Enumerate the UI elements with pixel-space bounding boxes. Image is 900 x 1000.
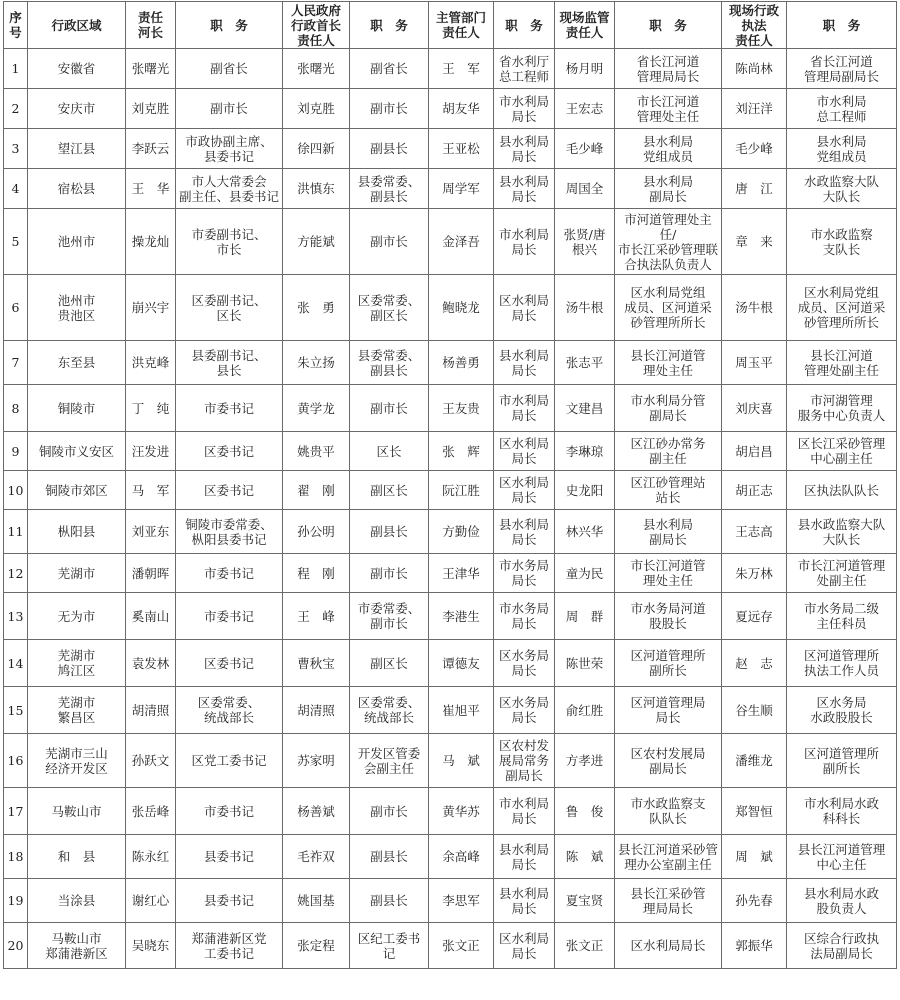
cell-index: 9 <box>4 432 28 471</box>
cell-government-head-position: 区纪工委书 记 <box>350 923 429 969</box>
cell-site-supervisor-position: 区河道管理所 副所长 <box>615 640 722 687</box>
header-government-head: 人民政府 行政首长 责任人 <box>283 2 350 49</box>
cell-law-enforcement-position: 县水利局 党组成员 <box>787 129 897 169</box>
cell-law-enforcement: 夏远存 <box>722 593 787 640</box>
table-row <box>4 879 897 923</box>
cell-department-head-position: 县水利局 局长 <box>494 169 555 209</box>
cell-region: 东至县 <box>28 341 126 385</box>
cell-site-supervisor-position: 区水利局党组 成员、区河道采 砂管理所所长 <box>615 275 722 341</box>
cell-index: 17 <box>4 788 28 835</box>
cell-government-head-position: 市委常委、 副市长 <box>350 593 429 640</box>
cell-region: 安徽省 <box>28 49 126 89</box>
cell-site-supervisor: 张贤/唐 根兴 <box>555 209 615 275</box>
cell-government-head-position: 副县长 <box>350 510 429 554</box>
cell-government-head: 胡清照 <box>283 687 350 734</box>
cell-government-head-position: 副市长 <box>350 89 429 129</box>
cell-index: 3 <box>4 129 28 169</box>
cell-law-enforcement: 胡正志 <box>722 471 787 510</box>
cell-site-supervisor-position: 省长江河道 管理局局长 <box>615 49 722 89</box>
cell-law-enforcement: 郭振华 <box>722 923 787 969</box>
cell-law-enforcement-position: 市水利局 总工程师 <box>787 89 897 129</box>
cell-index: 10 <box>4 471 28 510</box>
cell-region: 芜湖市 鸠江区 <box>28 640 126 687</box>
cell-department-head-position: 区农村发 展局常务 副局长 <box>494 734 555 788</box>
cell-department-head: 胡友华 <box>429 89 494 129</box>
cell-site-supervisor: 王宏志 <box>555 89 615 129</box>
cell-government-head: 姚国基 <box>283 879 350 923</box>
cell-region: 芜湖市三山 经济开发区 <box>28 734 126 788</box>
cell-law-enforcement-position: 省长江河道 管理局副局长 <box>787 49 897 89</box>
cell-river-chief-position: 市委书记 <box>176 554 283 593</box>
cell-department-head-position: 省水利厅 总工程师 <box>494 49 555 89</box>
cell-law-enforcement-position: 市长江河道管理 处副主任 <box>787 554 897 593</box>
cell-index: 1 <box>4 49 28 89</box>
cell-region: 当涂县 <box>28 879 126 923</box>
cell-government-head: 刘克胜 <box>283 89 350 129</box>
cell-government-head: 徐四新 <box>283 129 350 169</box>
table-row <box>4 593 897 640</box>
cell-department-head: 王亚松 <box>429 129 494 169</box>
cell-site-supervisor-position: 市水务局河道 股股长 <box>615 593 722 640</box>
cell-government-head: 黄学龙 <box>283 385 350 432</box>
cell-government-head-position: 开发区管委 会副主任 <box>350 734 429 788</box>
cell-site-supervisor: 童为民 <box>555 554 615 593</box>
cell-river-chief: 吴晓东 <box>126 923 176 969</box>
cell-law-enforcement: 周玉平 <box>722 341 787 385</box>
cell-department-head-position: 区水利局 局长 <box>494 471 555 510</box>
cell-site-supervisor: 陈世荣 <box>555 640 615 687</box>
cell-government-head-position: 副区长 <box>350 640 429 687</box>
cell-department-head: 周学军 <box>429 169 494 209</box>
cell-index: 6 <box>4 275 28 341</box>
cell-river-chief-position: 市委书记 <box>176 385 283 432</box>
cell-index: 18 <box>4 835 28 879</box>
cell-region: 安庆市 <box>28 89 126 129</box>
cell-government-head-position: 副区长 <box>350 471 429 510</box>
cell-government-head: 张曙光 <box>283 49 350 89</box>
cell-department-head: 余高峰 <box>429 835 494 879</box>
cell-government-head-position: 副市长 <box>350 788 429 835</box>
cell-law-enforcement-position: 区河道管理所 执法工作人员 <box>787 640 897 687</box>
table-row <box>4 471 897 510</box>
cell-department-head: 崔旭平 <box>429 687 494 734</box>
cell-government-head: 王 峰 <box>283 593 350 640</box>
cell-law-enforcement: 孙先春 <box>722 879 787 923</box>
cell-index: 11 <box>4 510 28 554</box>
cell-site-supervisor-position: 县水利局 副局长 <box>615 510 722 554</box>
cell-site-supervisor: 夏宝贤 <box>555 879 615 923</box>
header-site-supervisor: 现场监管 责任人 <box>555 2 615 49</box>
cell-law-enforcement-position: 县长江河道 管理处副主任 <box>787 341 897 385</box>
cell-department-head: 王 军 <box>429 49 494 89</box>
cell-site-supervisor: 毛少峰 <box>555 129 615 169</box>
cell-law-enforcement: 赵 志 <box>722 640 787 687</box>
cell-river-chief-position: 区委副书记、 区长 <box>176 275 283 341</box>
table-row <box>4 510 897 554</box>
cell-region: 望江县 <box>28 129 126 169</box>
cell-river-chief-position: 副省长 <box>176 49 283 89</box>
responsibility-table <box>3 1 897 969</box>
cell-river-chief: 孙跃文 <box>126 734 176 788</box>
cell-department-head-position: 区水利局 局长 <box>494 275 555 341</box>
cell-department-head-position: 县水利局 局长 <box>494 510 555 554</box>
cell-region: 马鞍山市 郑蒲港新区 <box>28 923 126 969</box>
cell-department-head-position: 市水利局 局长 <box>494 209 555 275</box>
cell-government-head-position: 区委常委、 副区长 <box>350 275 429 341</box>
cell-law-enforcement-position: 市水利局水政 科科长 <box>787 788 897 835</box>
cell-government-head: 姚贵平 <box>283 432 350 471</box>
cell-department-head: 王友贵 <box>429 385 494 432</box>
cell-river-chief: 张曙光 <box>126 49 176 89</box>
cell-river-chief-position: 市委书记 <box>176 788 283 835</box>
cell-department-head: 方勤俭 <box>429 510 494 554</box>
cell-government-head-position: 副市长 <box>350 209 429 275</box>
cell-government-head-position: 县委常委、 副县长 <box>350 341 429 385</box>
cell-law-enforcement: 朱万林 <box>722 554 787 593</box>
table-row <box>4 385 897 432</box>
cell-site-supervisor: 鲁 俊 <box>555 788 615 835</box>
header-index: 序 号 <box>4 2 28 49</box>
cell-river-chief: 刘亚东 <box>126 510 176 554</box>
cell-law-enforcement-position: 区河道管理所 副所长 <box>787 734 897 788</box>
cell-department-head-position: 市水务局 局长 <box>494 554 555 593</box>
cell-site-supervisor-position: 县长江河道管 理处主任 <box>615 341 722 385</box>
cell-region: 芜湖市 <box>28 554 126 593</box>
cell-law-enforcement-position: 水政监察大队 大队长 <box>787 169 897 209</box>
cell-government-head: 张定程 <box>283 923 350 969</box>
cell-river-chief-position: 铜陵市委常委、 枞阳县委书记 <box>176 510 283 554</box>
cell-index: 12 <box>4 554 28 593</box>
cell-government-head: 张 勇 <box>283 275 350 341</box>
cell-region: 芜湖市 繁昌区 <box>28 687 126 734</box>
cell-index: 5 <box>4 209 28 275</box>
cell-region: 池州市 <box>28 209 126 275</box>
cell-river-chief: 丁 纯 <box>126 385 176 432</box>
table-row <box>4 129 897 169</box>
cell-site-supervisor: 周国全 <box>555 169 615 209</box>
header-government-head-position: 职 务 <box>350 2 429 49</box>
cell-region: 铜陵市义安区 <box>28 432 126 471</box>
cell-department-head-position: 县水利局 局长 <box>494 341 555 385</box>
cell-site-supervisor: 张文正 <box>555 923 615 969</box>
cell-river-chief: 陈永红 <box>126 835 176 879</box>
cell-site-supervisor-position: 市水利局分管 副局长 <box>615 385 722 432</box>
cell-law-enforcement: 唐 江 <box>722 169 787 209</box>
table-row <box>4 788 897 835</box>
cell-river-chief: 崩兴宇 <box>126 275 176 341</box>
table-body <box>4 49 897 969</box>
cell-government-head: 孙公明 <box>283 510 350 554</box>
cell-site-supervisor: 方孝进 <box>555 734 615 788</box>
cell-government-head: 方能斌 <box>283 209 350 275</box>
cell-river-chief: 刘克胜 <box>126 89 176 129</box>
cell-river-chief-position: 市人大常委会 副主任、县委书记 <box>176 169 283 209</box>
cell-department-head-position: 市水利局 局长 <box>494 788 555 835</box>
cell-site-supervisor-position: 区水利局局长 <box>615 923 722 969</box>
cell-law-enforcement-position: 区水务局 水政股股长 <box>787 687 897 734</box>
cell-river-chief-position: 市委副书记、 市长 <box>176 209 283 275</box>
cell-river-chief-position: 区委常委、 统战部长 <box>176 687 283 734</box>
cell-law-enforcement-position: 市河湖管理 服务中心负责人 <box>787 385 897 432</box>
cell-site-supervisor-position: 市长江河道管 理处主任 <box>615 554 722 593</box>
cell-department-head: 马 斌 <box>429 734 494 788</box>
cell-region: 和 县 <box>28 835 126 879</box>
header-department-head-position: 职 务 <box>494 2 555 49</box>
table-row <box>4 432 897 471</box>
cell-index: 8 <box>4 385 28 432</box>
cell-government-head: 杨善斌 <box>283 788 350 835</box>
cell-government-head-position: 区委常委、 统战部长 <box>350 687 429 734</box>
cell-region: 枞阳县 <box>28 510 126 554</box>
cell-site-supervisor-position: 区江砂办常务 副主任 <box>615 432 722 471</box>
cell-department-head-position: 市水利局 局长 <box>494 385 555 432</box>
table-row <box>4 923 897 969</box>
cell-site-supervisor-position: 区农村发展局 副局长 <box>615 734 722 788</box>
cell-law-enforcement: 毛少峰 <box>722 129 787 169</box>
cell-site-supervisor-position: 市水政监察支 队队长 <box>615 788 722 835</box>
table-row <box>4 49 897 89</box>
cell-site-supervisor: 林兴华 <box>555 510 615 554</box>
cell-department-head-position: 市水务局 局长 <box>494 593 555 640</box>
table-row <box>4 734 897 788</box>
cell-law-enforcement: 汤牛根 <box>722 275 787 341</box>
header-law-enforcement-position: 职 务 <box>787 2 897 49</box>
cell-law-enforcement: 胡启昌 <box>722 432 787 471</box>
cell-law-enforcement-position: 区水利局党组 成员、区河道采 砂管理所所长 <box>787 275 897 341</box>
cell-department-head: 鲍晓龙 <box>429 275 494 341</box>
cell-river-chief: 操龙灿 <box>126 209 176 275</box>
cell-government-head-position: 副县长 <box>350 835 429 879</box>
cell-department-head: 王津华 <box>429 554 494 593</box>
cell-government-head: 曹秋宝 <box>283 640 350 687</box>
cell-law-enforcement-position: 市水务局二级 主任科员 <box>787 593 897 640</box>
cell-site-supervisor-position: 市河道管理处主任/ 市长江采砂管理联 合执法队负责人 <box>615 209 722 275</box>
cell-government-head: 毛祚双 <box>283 835 350 879</box>
cell-river-chief: 胡清照 <box>126 687 176 734</box>
cell-site-supervisor: 杨月明 <box>555 49 615 89</box>
cell-river-chief: 袁发林 <box>126 640 176 687</box>
cell-site-supervisor-position: 县水利局 副局长 <box>615 169 722 209</box>
header-river-chief: 责任 河长 <box>126 2 176 49</box>
cell-government-head-position: 副县长 <box>350 129 429 169</box>
cell-law-enforcement: 刘汪洋 <box>722 89 787 129</box>
cell-river-chief: 马 军 <box>126 471 176 510</box>
cell-region: 铜陵市 <box>28 385 126 432</box>
cell-river-chief: 潘朝晖 <box>126 554 176 593</box>
cell-region: 宿松县 <box>28 169 126 209</box>
cell-index: 7 <box>4 341 28 385</box>
cell-river-chief-position: 县委书记 <box>176 835 283 879</box>
table-row <box>4 169 897 209</box>
cell-department-head: 谭德友 <box>429 640 494 687</box>
cell-department-head: 李思军 <box>429 879 494 923</box>
cell-river-chief-position: 市委书记 <box>176 593 283 640</box>
cell-department-head: 金泽吾 <box>429 209 494 275</box>
table-row <box>4 687 897 734</box>
cell-site-supervisor: 李琳琼 <box>555 432 615 471</box>
cell-river-chief-position: 区委书记 <box>176 471 283 510</box>
cell-river-chief-position: 县委书记 <box>176 879 283 923</box>
cell-law-enforcement: 王志高 <box>722 510 787 554</box>
table-row <box>4 275 897 341</box>
cell-index: 16 <box>4 734 28 788</box>
table-row <box>4 209 897 275</box>
cell-site-supervisor-position: 区河道管理局 局长 <box>615 687 722 734</box>
header-site-supervisor-position: 职 务 <box>615 2 722 49</box>
cell-river-chief: 李跃云 <box>126 129 176 169</box>
cell-law-enforcement: 刘庆喜 <box>722 385 787 432</box>
cell-law-enforcement: 谷生顺 <box>722 687 787 734</box>
cell-river-chief-position: 县委副书记、 县长 <box>176 341 283 385</box>
cell-river-chief-position: 区党工委书记 <box>176 734 283 788</box>
table-row <box>4 640 897 687</box>
cell-site-supervisor-position: 县水利局 党组成员 <box>615 129 722 169</box>
cell-law-enforcement-position: 区执法队队长 <box>787 471 897 510</box>
cell-government-head: 苏家明 <box>283 734 350 788</box>
table-row <box>4 89 897 129</box>
cell-government-head-position: 副市长 <box>350 385 429 432</box>
cell-index: 19 <box>4 879 28 923</box>
cell-government-head-position: 区长 <box>350 432 429 471</box>
cell-department-head: 杨善勇 <box>429 341 494 385</box>
cell-river-chief: 洪克峰 <box>126 341 176 385</box>
cell-site-supervisor: 张志平 <box>555 341 615 385</box>
cell-department-head: 黄华苏 <box>429 788 494 835</box>
cell-law-enforcement-position: 区综合行政执 法局副局长 <box>787 923 897 969</box>
cell-site-supervisor: 周 群 <box>555 593 615 640</box>
header-law-enforcement: 现场行政 执法 责任人 <box>722 2 787 49</box>
cell-index: 4 <box>4 169 28 209</box>
cell-region: 池州市 贵池区 <box>28 275 126 341</box>
cell-law-enforcement: 潘维龙 <box>722 734 787 788</box>
cell-law-enforcement-position: 县水利局水政 股负责人 <box>787 879 897 923</box>
table-row <box>4 835 897 879</box>
cell-department-head: 张文正 <box>429 923 494 969</box>
cell-law-enforcement-position: 区长江采砂管理 中心副主任 <box>787 432 897 471</box>
cell-river-chief: 奚南山 <box>126 593 176 640</box>
cell-region: 无为市 <box>28 593 126 640</box>
cell-river-chief: 王 华 <box>126 169 176 209</box>
cell-government-head: 朱立扬 <box>283 341 350 385</box>
cell-department-head: 张 辉 <box>429 432 494 471</box>
cell-river-chief-position: 郑蒲港新区党 工委书记 <box>176 923 283 969</box>
cell-site-supervisor: 陈 斌 <box>555 835 615 879</box>
cell-index: 13 <box>4 593 28 640</box>
cell-region: 马鞍山市 <box>28 788 126 835</box>
cell-index: 15 <box>4 687 28 734</box>
cell-site-supervisor: 文建昌 <box>555 385 615 432</box>
cell-site-supervisor-position: 县长江河道采砂管 理办公室副主任 <box>615 835 722 879</box>
table-row <box>4 341 897 385</box>
cell-river-chief-position: 副市长 <box>176 89 283 129</box>
cell-government-head: 洪慎东 <box>283 169 350 209</box>
cell-law-enforcement: 郑智恒 <box>722 788 787 835</box>
cell-law-enforcement: 周 斌 <box>722 835 787 879</box>
cell-site-supervisor-position: 市长江河道 管理处主任 <box>615 89 722 129</box>
cell-river-chief: 汪发进 <box>126 432 176 471</box>
cell-law-enforcement-position: 市水政监察 支队长 <box>787 209 897 275</box>
cell-index: 20 <box>4 923 28 969</box>
cell-department-head-position: 区水利局 局长 <box>494 432 555 471</box>
cell-government-head-position: 县委常委、 副县长 <box>350 169 429 209</box>
cell-department-head-position: 县水利局 局长 <box>494 835 555 879</box>
header-region: 行政区域 <box>28 2 126 49</box>
cell-index: 2 <box>4 89 28 129</box>
header-department-head: 主管部门 责任人 <box>429 2 494 49</box>
cell-site-supervisor: 史龙阳 <box>555 471 615 510</box>
cell-government-head: 程 刚 <box>283 554 350 593</box>
cell-law-enforcement: 章 来 <box>722 209 787 275</box>
cell-region: 铜陵市郊区 <box>28 471 126 510</box>
cell-index: 14 <box>4 640 28 687</box>
cell-department-head-position: 县水利局 局长 <box>494 879 555 923</box>
header-river-chief-position: 职 务 <box>176 2 283 49</box>
cell-department-head-position: 市水利局 局长 <box>494 89 555 129</box>
cell-river-chief-position: 区委书记 <box>176 432 283 471</box>
cell-government-head-position: 副县长 <box>350 879 429 923</box>
cell-site-supervisor: 俞红胜 <box>555 687 615 734</box>
cell-law-enforcement: 陈尚林 <box>722 49 787 89</box>
cell-river-chief-position: 区委书记 <box>176 640 283 687</box>
cell-department-head: 阮江胜 <box>429 471 494 510</box>
cell-law-enforcement-position: 县长江河道管理 中心主任 <box>787 835 897 879</box>
cell-site-supervisor: 汤牛根 <box>555 275 615 341</box>
cell-river-chief: 谢红心 <box>126 879 176 923</box>
cell-department-head-position: 区水利局 局长 <box>494 923 555 969</box>
cell-government-head: 翟 刚 <box>283 471 350 510</box>
header-row <box>4 2 897 49</box>
cell-government-head-position: 副市长 <box>350 554 429 593</box>
cell-government-head-position: 副省长 <box>350 49 429 89</box>
cell-river-chief: 张岳峰 <box>126 788 176 835</box>
table-row <box>4 554 897 593</box>
cell-site-supervisor-position: 县长江采砂管 理局局长 <box>615 879 722 923</box>
cell-law-enforcement-position: 县水政监察大队 大队长 <box>787 510 897 554</box>
cell-department-head-position: 县水利局 局长 <box>494 129 555 169</box>
cell-department-head: 李港生 <box>429 593 494 640</box>
cell-river-chief-position: 市政协副主席、 县委书记 <box>176 129 283 169</box>
cell-site-supervisor-position: 区江砂管理站 站长 <box>615 471 722 510</box>
cell-department-head-position: 区水务局 局长 <box>494 640 555 687</box>
cell-department-head-position: 区水务局 局长 <box>494 687 555 734</box>
